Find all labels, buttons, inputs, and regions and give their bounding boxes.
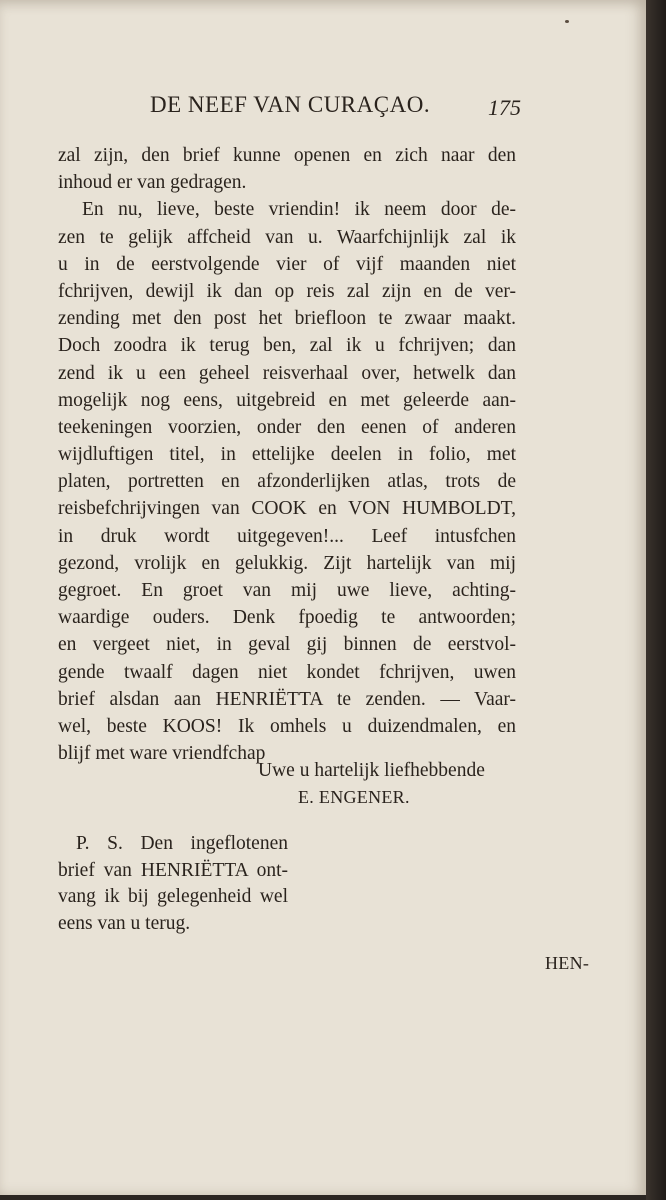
book-edge-shadow (646, 0, 666, 1200)
catchword: HEN- (545, 953, 590, 973)
text-line: fchrijven, dewijl ik dan op reis zal zijn en de ver- (58, 280, 516, 302)
letter-body (58, 142, 516, 767)
signature-name: E. ENGENER. (298, 787, 410, 807)
paper-speck (565, 20, 569, 23)
text-line: blijf met ware vriendfchap (58, 743, 266, 765)
text-line: wel, beste KOOS! Ik omhels u duizendmalen, en (58, 715, 516, 737)
text-line: brief alsdan aan HENRIËTTA te zenden. — Vaar- (58, 688, 516, 710)
text-line: platen, portretten en afzonderlijken atlas, trots de (58, 471, 516, 493)
text-line: En nu, lieve, beste vriendin! ik neem door de- (82, 199, 516, 221)
postscript-line: brief van HENRIËTTA ont- (58, 859, 288, 881)
postscript (58, 831, 288, 937)
text-line: en vergeet niet, in geval gij binnen de eerstvol- (58, 634, 516, 656)
text-line: gegroet. En groet van mij uwe lieve, achting- (58, 580, 516, 601)
text-line: teekeningen voorzien, onder den eenen of anderen (58, 416, 516, 438)
text-line: wijdluftigen titel, in ettelijke deelen in folio, met (58, 444, 516, 466)
postscript-line: eens van u terug. (58, 912, 191, 934)
page-number: 175 (488, 95, 521, 120)
text-line: mogelijk nog eens, uitgebreid en met geleerde aan- (58, 389, 516, 411)
running-title: DE NEEF VAN CURAÇAO. (150, 92, 431, 117)
postscript-line: vang ik bij gelegenheid wel (58, 886, 288, 907)
text-line: zend ik u een geheel reisverhaal over, hetwelk dan (58, 362, 516, 384)
text-line: zen te gelijk affcheid van u. Waarfchijnlijk zal ik (58, 226, 516, 248)
text-line: reisbefchrijvingen van COOK en VON HUMBOLDT, (58, 498, 516, 520)
text-line: waardige ouders. Denk fpoedig te antwoorden; (58, 607, 516, 629)
text-line: Doch zoodra ik terug ben, zal ik u fchrijven; dan (58, 335, 516, 357)
text-line: inhoud er van gedragen. (58, 172, 247, 194)
text-line: gezond, vrolijk en gelukkig. Zijt hartelijk van mij (58, 552, 516, 574)
text-line: gende twaalf dagen niet kondet fchrijven, uwen (58, 661, 516, 683)
text-line: zending met den post het briefloon te zwaar maakt. (58, 308, 516, 330)
postscript-line: P. S. Den ingeflotenen (76, 833, 288, 854)
text-line: zal zijn, den brief kunne openen en zich naar den (58, 145, 516, 166)
signature-closing: Uwe u hartelijk liefhebbende (258, 760, 485, 781)
text-line: u in de eerstvolgende vier of vijf maanden niet (58, 253, 516, 275)
text-line: in druk wordt uitgegeven!... Leef intusfchen (58, 525, 516, 547)
